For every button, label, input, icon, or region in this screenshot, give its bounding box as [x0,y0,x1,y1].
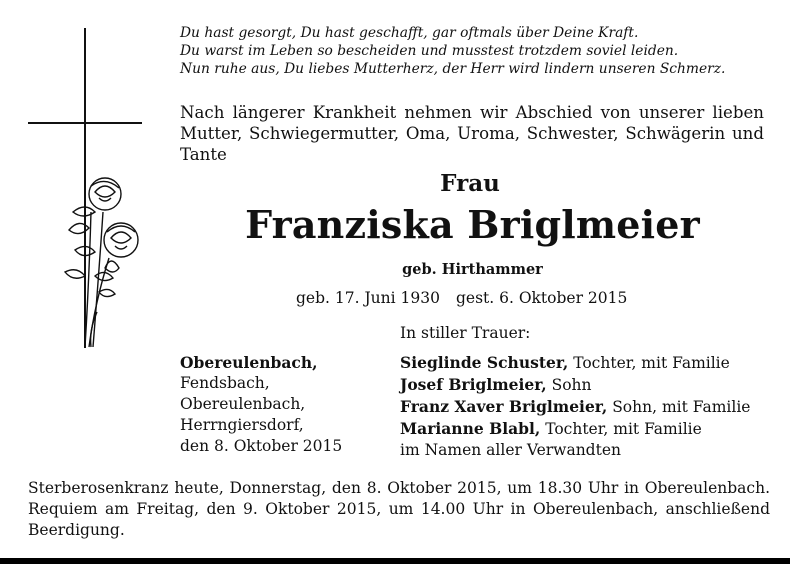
mourner-relation: Sohn [551,376,592,394]
mourner-name: Josef Briglmeier, [400,375,547,394]
place-item: Herrngiersdorf, [180,416,304,434]
poem-line: Du warst im Leben so bescheiden und musstest trotzdem soviel leiden. [180,43,679,59]
poem-line: Du hast gesorgt, Du hast geschafft, gar oftmals über Deine Kraft. [180,25,639,41]
mourner-name: Sieglinde Schuster, [400,353,569,372]
mourners-column [400,352,750,461]
poem [180,24,770,78]
salutation: Frau [440,170,500,197]
bottom-border [0,558,790,564]
place-item: Fendsbach, [180,374,270,392]
birth-name: geb. Hirthammer [402,261,543,278]
death-date: gest. 6. Oktober 2015 [455,289,628,307]
notice-date: den 8. Oktober 2015 [180,437,343,455]
life-dates [296,289,627,307]
poem-line: Nun ruhe aus, Du liebes Mutterherz, der Herr wird lindern unseren Schmerz. [180,61,726,77]
mourning-label: In stiller Trauer: [400,324,531,342]
cross-bar [28,122,142,124]
mourner-relation: im Namen aller Verwandten [400,441,621,459]
mourner-relation: Tochter, mit Familie [573,354,730,372]
place-item: Obereulenbach, [180,395,306,413]
intro-text: Nach längerer Krankheit nehmen wir Abschied von unserer lieben Mutter, Schwiegermutter, Oma, Uroma, Schwester, Schwägerin und Tante [180,103,764,164]
mourner-row [400,440,750,461]
service-details: Sterberosenkranz heute, Donnerstag, den 8. Oktober 2015, um 18.30 Uhr in Obereulenbach. Requiem am Freitag, den 9. Oktober 2015, um 14.00 Uhr in Obereulenbach, anschließend Beerdigung. [28,479,770,539]
deceased-name: Franziska Briglmeier [245,202,700,247]
mourner-row [400,418,750,440]
mourner-row [400,396,750,418]
mourner-row [400,352,750,374]
mourner-name: Marianne Blabl, [400,419,541,438]
mourner-row [400,374,750,396]
mourner-name: Franz Xaver Briglmeier, [400,397,608,416]
mourner-relation: Sohn, mit Familie [612,398,751,416]
places-column [180,352,342,457]
mourner-relation: Tochter, mit Familie [545,420,702,438]
place-item: Obereulenbach, [180,353,318,372]
birth-date: geb. 17. Juni 1930 [296,289,440,307]
